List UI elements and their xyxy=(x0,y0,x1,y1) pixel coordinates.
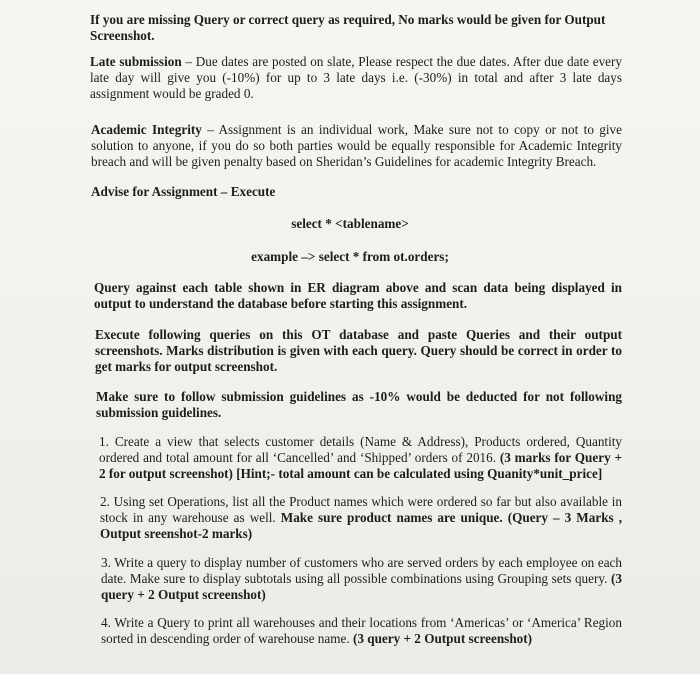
instruction-paragraph-1 xyxy=(94,280,622,312)
instruction-text-3: Make sure to follow submission guidelines as -10% would be deducted for not following submission guidelines. xyxy=(96,389,622,420)
instruction-text-1: Query against each table shown in ER diagram above and scan data being displayed in output to understand the database before starting this assignment. xyxy=(94,280,622,311)
late-submission-paragraph xyxy=(90,54,622,102)
question-text: 4. Write a Query to print all warehouses and their locations from ‘Americas’ or ‘America’ Region sorted in descending order of warehouse name. xyxy=(101,615,622,646)
academic-integrity-label: Academic Integrity xyxy=(91,122,202,137)
question-text: 2. Using set Operations, list all the Product names which were ordered so far but also available in stock in any warehouse as well. xyxy=(100,494,622,525)
code-example-2 xyxy=(150,249,550,265)
code-example-1 xyxy=(150,216,550,232)
late-submission-text: Due dates are posted on slate, Please respect the due dates. After due date every late day will give you (-10%) for up to 3 late days i.e. (-30%) in total and after 3 late days assignment would be graded 0. xyxy=(90,54,623,101)
academic-integrity-paragraph xyxy=(91,122,622,170)
question-item xyxy=(101,615,622,647)
academic-integrity-dash: – xyxy=(201,122,219,137)
instruction-text-2: Execute following queries on this OT database and paste Queries and their output screenshots. Marks distribution is given with each query. Query should be correct in order to get marks for output screenshot. xyxy=(95,327,622,374)
missing-query-notice xyxy=(90,12,622,44)
question-marks: (3 query + 2 Output screenshot) xyxy=(352,631,533,646)
code-line-2: example –> select * from ot.orders; xyxy=(251,249,449,264)
advise-heading-text: Advise for Assignment – Execute xyxy=(91,184,276,199)
question-text: 1. Create a view that selects customer details (Name & Address), Products ordered, Quantity ordered and total amount for all ‘Cancelled’ and ‘Shipped’ orders of 2016. xyxy=(99,434,622,465)
question-item xyxy=(101,555,622,603)
academic-integrity-text: Assignment is an individual work, Make sure not to copy or not to give solution to anyone, if you do so both parties would be equally responsible for Academic Integrity breach and will be given penalty based on Sheridan’s Guidelines for academic Integrity Breach. xyxy=(91,122,622,169)
question-marks: (3 query + 2 Output screenshot) xyxy=(101,571,622,602)
question-text: 3. Write a query to display number of customers who are served orders by each employee on each date. Make sure to display subtotals using all possible combinations using Grouping sets query. xyxy=(101,555,622,586)
question-item xyxy=(99,434,622,482)
question-marks: Make sure product names are unique. (Query – 3 Marks , Output sreenshot-2 marks) xyxy=(100,510,622,541)
instruction-paragraph-3 xyxy=(96,389,622,421)
question-item xyxy=(100,494,622,542)
late-submission-label: Late submission xyxy=(90,54,182,69)
code-line-1: select * <tablename> xyxy=(291,216,409,231)
missing-query-text: If you are missing Query or correct query as required, No marks would be given for Output Screenshot. xyxy=(90,12,606,43)
advise-heading xyxy=(91,184,491,200)
late-submission-dash: – xyxy=(181,54,196,69)
question-marks: (3 marks for Query + 2 for output screenshot) [Hint;- total amount can be calculated using Quanity*unit_price] xyxy=(99,450,622,481)
instruction-paragraph-2 xyxy=(95,327,622,375)
